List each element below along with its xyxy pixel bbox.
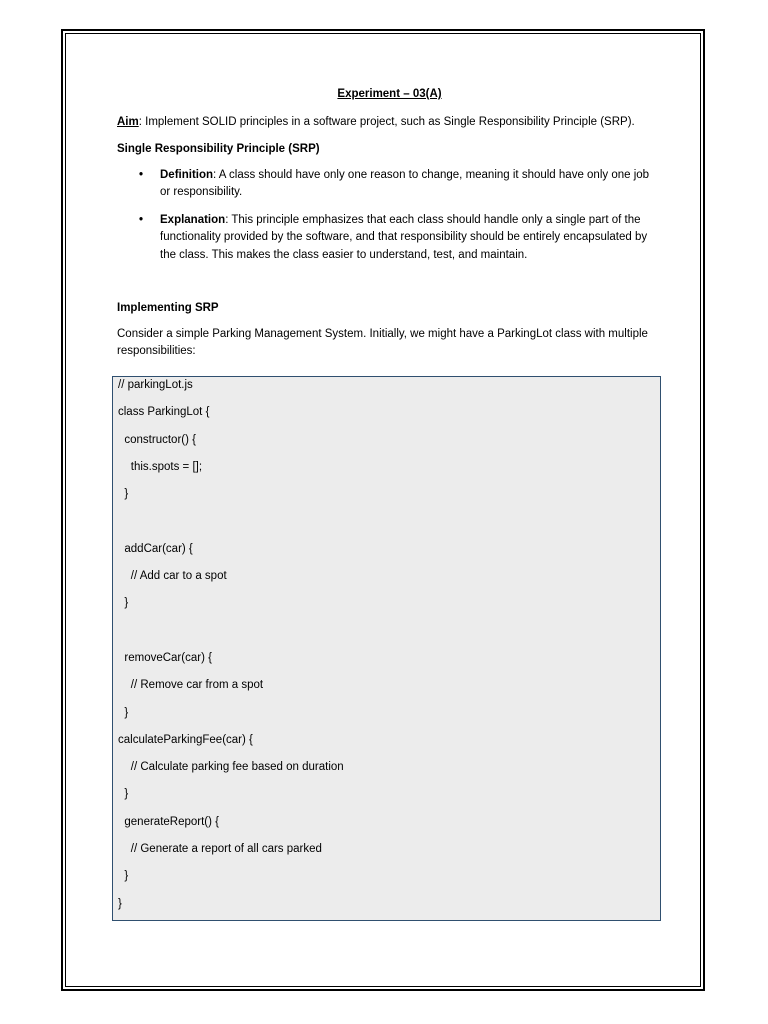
code-line: // Remove car from a spot bbox=[118, 679, 264, 692]
aim-text: : Implement SOLID principles in a software project, such as Single Responsibility Principle (SRP). bbox=[138, 115, 635, 128]
code-line: generateReport() { bbox=[118, 815, 220, 828]
code-line: } bbox=[118, 706, 129, 719]
document-title: Experiment – 03(A) bbox=[337, 88, 442, 100]
code-line: } bbox=[118, 870, 129, 883]
code-line bbox=[118, 513, 660, 540]
aim-label: Aim bbox=[117, 115, 139, 128]
bullet-term: Definition bbox=[160, 168, 214, 181]
bullet-text: : A class should have only one reason to change, meaning it should have only one job or responsibility. bbox=[160, 168, 650, 198]
code-line: // Generate a report of all cars parked bbox=[118, 843, 322, 856]
document-body bbox=[117, 86, 662, 367]
bullet-dot-icon: • bbox=[139, 168, 144, 181]
code-line: class ParkingLot { bbox=[118, 406, 210, 419]
code-line: // Calculate parking fee based on duration bbox=[118, 761, 344, 774]
code-line: this.spots = []; bbox=[118, 460, 203, 473]
bullet-text: : This principle emphasizes that each class should handle only a single part of the functionality provided by the software, and that responsibility should be entirely encapsulated by the class. This makes the class easier to understand, test, and maintain. bbox=[160, 213, 648, 261]
bullet-term: Explanation bbox=[160, 213, 226, 226]
code-line: // parkingLot.js bbox=[118, 379, 193, 391]
code-line: } bbox=[118, 897, 122, 910]
implementing-heading: Implementing SRP bbox=[117, 302, 219, 314]
aim-paragraph bbox=[117, 114, 662, 132]
bullet-dot-icon: • bbox=[139, 213, 144, 226]
code-line: calculateParkingFee(car) { bbox=[118, 733, 253, 746]
code-line: } bbox=[118, 488, 129, 501]
code-block bbox=[112, 376, 661, 921]
intro-paragraph: Consider a simple Parking Management System. Initially, we might have a ParkingLot class with multiple responsibilities: bbox=[117, 327, 648, 357]
bullet-definition bbox=[139, 167, 662, 202]
bullet-explanation bbox=[139, 212, 662, 265]
srp-bullet-list bbox=[117, 167, 662, 265]
code-line: addCar(car) { bbox=[118, 542, 193, 555]
code-line bbox=[118, 623, 660, 650]
code-line: } bbox=[118, 597, 129, 610]
code-line: // Add car to a spot bbox=[118, 570, 227, 583]
code-line: constructor() { bbox=[118, 433, 196, 446]
code-line: removeCar(car) { bbox=[118, 651, 212, 664]
code-line: } bbox=[118, 788, 129, 801]
srp-heading: Single Responsibility Principle (SRP) bbox=[117, 143, 320, 155]
